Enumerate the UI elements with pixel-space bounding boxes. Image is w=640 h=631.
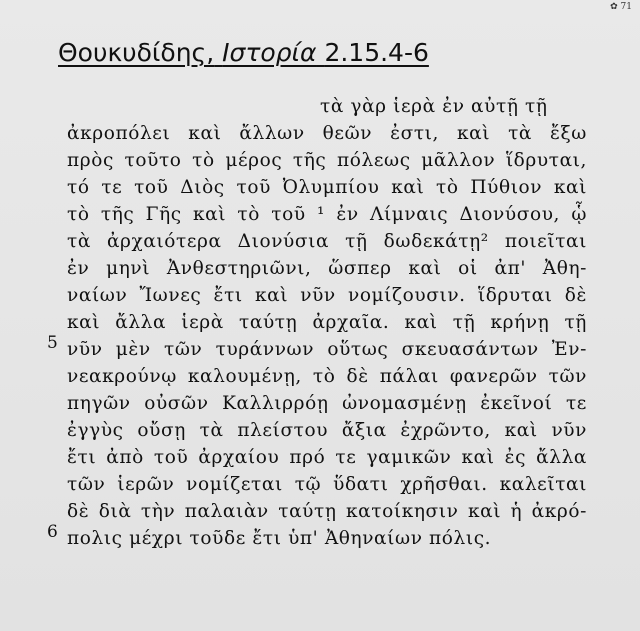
text-line: δὲ διὰ τὴν παλαιὰν ταύτῃ κατοίκησιν καὶ ἡ ἀκρό- xyxy=(67,501,587,522)
title-author: Θουκυδίδης, xyxy=(58,38,215,67)
text-line: νεακρούνῳ καλουμένῃ, τὸ δὲ πάλαι φανερῶν τῶν xyxy=(67,366,587,387)
text-line: ἀκροπόλει καὶ ἄλλων θεῶν ἐστι, καὶ τὰ ἔξω xyxy=(67,123,587,144)
text-line: πηγῶν οὐσῶν Καλλιρρόῃ ὠνομασμένῃ ἐκεῖνοί τε xyxy=(67,393,587,414)
title-reference: 2.15.4-6 xyxy=(324,38,429,67)
text-line: τὰ γὰρ ἱερὰ ἐν αὐτῇ τῇ xyxy=(320,96,548,117)
text-line: τὸ τῆς Γῆς καὶ τὸ τοῦ ¹ ἐν Λίμναις Διονύσου, ᾧ xyxy=(67,204,587,225)
text-line: ἐγγὺς οὔσῃ τὰ πλείστου ἄξια ἐχρῶντο, καὶ νῦν xyxy=(67,420,587,441)
text-line: νῦν μὲν τῶν τυράννων οὕτως σκευασάντων Ἐν- xyxy=(67,339,587,360)
corner-mark: ✿ 71 xyxy=(610,2,632,12)
text-line: τό τε τοῦ Διὸς τοῦ Ὀλυμπίου καὶ τὸ Πύθιον καὶ xyxy=(67,177,587,198)
line-number-6: 6 xyxy=(47,522,58,542)
line-number-5: 5 xyxy=(47,333,58,353)
text-line: ἐν μηνὶ Ἀνθεστηριῶνι, ὥσπερ καὶ οἱ ἀπ' Ἀθη- xyxy=(67,258,587,279)
text-line: καὶ ἄλλα ἱερὰ ταύτῃ ἀρχαῖα. καὶ τῇ κρήνῃ τῇ xyxy=(67,312,587,333)
text-line: τὰ ἀρχαιότερα Διονύσια τῇ δωδεκάτῃ² ποιεῖται xyxy=(67,231,587,252)
title-work: Ιστορία xyxy=(222,38,317,67)
greek-text-block xyxy=(67,93,587,552)
text-line: πολις μέχρι τοῦδε ἔτι ὑπ' Ἀθηναίων πόλις. xyxy=(67,528,492,549)
text-line: ἔτι ἀπὸ τοῦ ἀρχαίου πρό τε γαμικῶν καὶ ἐς ἄλλα xyxy=(67,447,587,468)
text-line: ναίων Ἴωνες ἔτι καὶ νῦν νομίζουσιν. ἵδρυται δὲ xyxy=(67,285,587,306)
page-title xyxy=(58,38,429,67)
text-line: πρὸς τοῦτο τὸ μέρος τῆς πόλεως μᾶλλον ἵδρυται, xyxy=(67,150,587,171)
text-line: τῶν ἱερῶν νομίζεται τῷ ὕδατι χρῆσθαι. καλεῖται xyxy=(67,474,587,495)
